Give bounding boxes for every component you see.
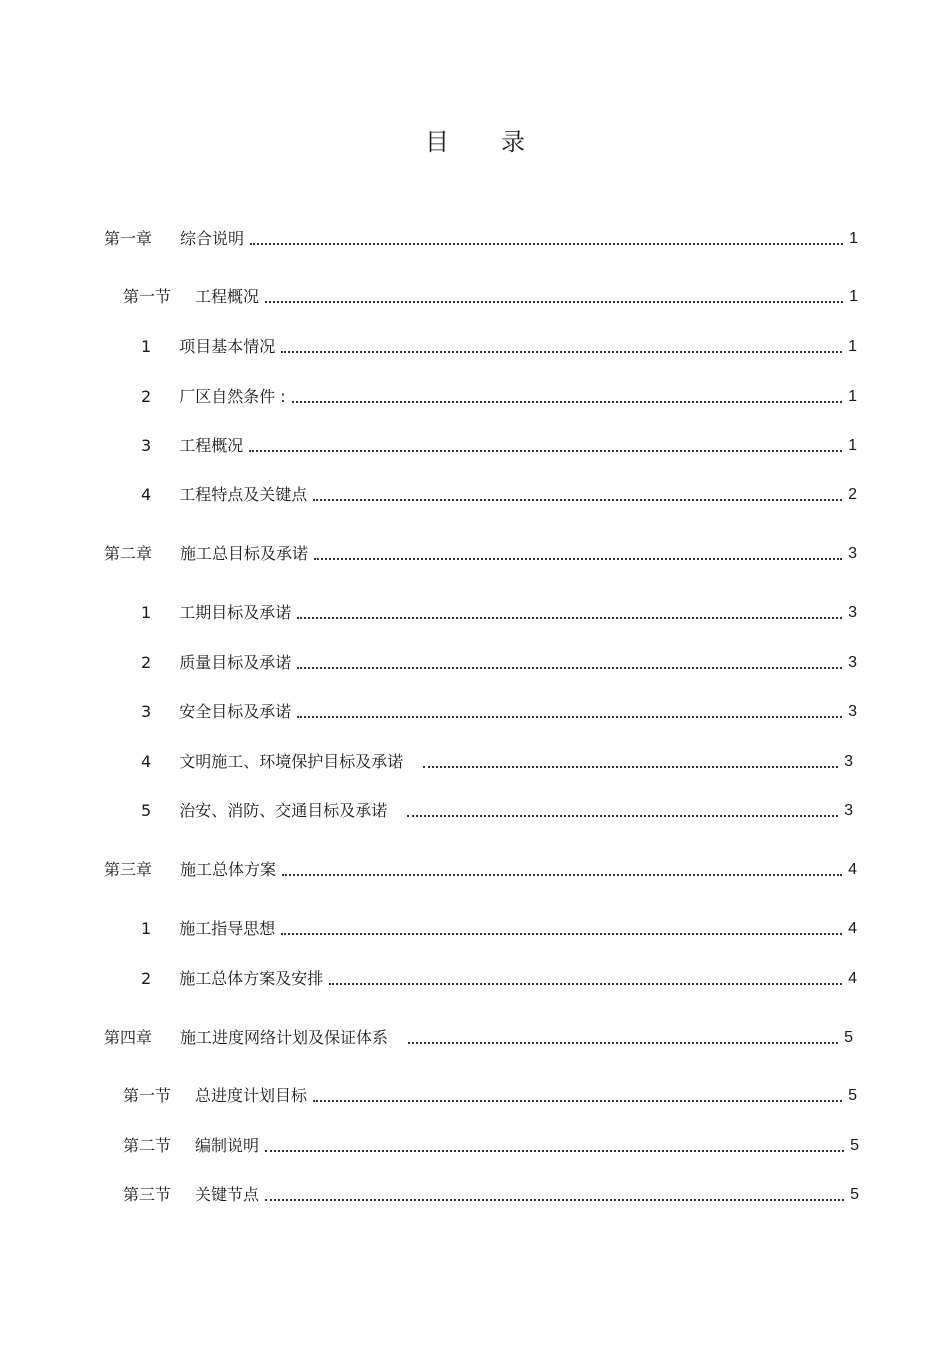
toc-section-number: 第一节 [123,1086,172,1105]
toc-item-title: 治安、消防、交通目标及承诺 [179,801,388,820]
toc-entry-section[interactable] [123,1134,859,1156]
toc-chapter-number: 第三章 [104,860,153,879]
toc-entry-item[interactable] [141,967,857,989]
toc-link-label[interactable] [123,1136,259,1156]
toc-dot-leader [249,450,842,452]
toc-page-number: 3 [848,654,857,671]
toc-entry-item[interactable] [141,750,853,772]
toc-link-label[interactable] [104,1028,402,1048]
toc-link-label[interactable] [141,436,243,456]
toc-item-number: 5 [141,801,152,820]
toc-item-number: 1 [141,603,152,622]
toc-item-title: 工期目标及承诺 [179,603,292,622]
toc-chapter-number: 第二章 [104,544,153,563]
toc-entry-section[interactable] [123,1084,857,1106]
toc-link-label[interactable] [104,544,308,564]
toc-section-number: 第三节 [123,1185,172,1204]
toc-link-label[interactable] [123,1185,259,1205]
toc-item-title: 安全目标及承诺 [179,702,292,721]
toc-item-number: 4 [141,752,152,771]
toc-page-number: 1 [848,437,857,454]
toc-page-number: 3 [848,545,857,562]
toc-link-label[interactable] [104,860,276,880]
toc-entry-chapter-4[interactable] [104,1026,853,1048]
toc-link-label[interactable] [141,752,417,772]
toc-item-number: 2 [141,387,152,406]
toc-dot-leader [423,766,838,768]
toc-entry-chapter-1[interactable] [104,227,858,249]
toc-entry-item[interactable] [141,700,857,722]
toc-page-number: 4 [848,861,857,878]
toc-section-title: 总进度计划目标 [195,1086,308,1105]
toc-page-number: 1 [849,230,858,247]
toc-item-title: 厂区自然条件 : [179,387,286,406]
toc-entry-item[interactable] [141,601,857,623]
toc-dot-leader [265,1150,844,1152]
toc-page-number: 3 [844,802,853,819]
toc-page-number: 4 [848,920,857,937]
toc-entry-chapter-2[interactable] [104,542,857,564]
toc-item-title: 施工指导思想 [179,919,276,938]
toc-link-label[interactable] [123,287,259,307]
toc-page-number: 5 [850,1186,859,1203]
toc-dot-leader [281,351,842,353]
toc-page-number: 3 [844,753,853,770]
toc-entry-item[interactable] [141,483,857,505]
toc-page-number: 5 [844,1029,853,1046]
toc-dot-leader [265,1199,844,1201]
toc-entry-chapter-3[interactable] [104,858,857,880]
toc-dot-leader [313,1100,842,1102]
toc-entry-item[interactable] [141,917,857,939]
toc-page-number: 3 [848,604,857,621]
toc-item-number: 3 [141,436,152,455]
toc-entry-item[interactable] [141,335,857,357]
toc-section-number: 第一节 [123,287,172,306]
toc-page-number: 1 [848,388,857,405]
title-char-right: 录 [501,128,525,156]
title-char-left: 目 [425,128,449,156]
toc-entry-item[interactable] [141,799,853,821]
toc-dot-leader [407,815,838,817]
toc-section-number: 第二节 [123,1136,172,1155]
toc-item-number: 1 [141,919,152,938]
toc-entry-section[interactable] [123,1183,859,1205]
toc-entry-item[interactable] [141,385,857,407]
toc-page-number: 4 [848,970,857,987]
page-title [0,122,950,157]
toc-link-label[interactable] [123,1086,307,1106]
toc-item-number: 1 [141,337,152,356]
toc-link-label[interactable] [141,919,275,939]
toc-dot-leader [265,301,843,303]
toc-chapter-number: 第四章 [104,1028,153,1047]
toc-section-title: 关键节点 [195,1185,260,1204]
toc-dot-leader [282,874,842,876]
toc-dot-leader [408,1042,838,1044]
toc-item-title: 工程概况 [179,436,244,455]
toc-page-number: 1 [848,338,857,355]
toc-dot-leader [281,933,842,935]
toc-item-number: 2 [141,969,152,988]
toc-dot-leader [297,667,842,669]
toc-item-number: 3 [141,702,152,721]
toc-page-number: 5 [850,1137,859,1154]
toc-dot-leader [313,499,842,501]
toc-entry-item[interactable] [141,434,857,456]
toc-chapter-title: 施工进度网络计划及保证体系 [180,1028,389,1047]
toc-chapter-title: 施工总体方案 [180,860,277,879]
toc-section-title: 编制说明 [195,1136,260,1155]
toc-dot-leader [329,983,842,985]
toc-page-number: 3 [848,703,857,720]
toc-link-label[interactable] [141,969,323,989]
toc-dot-leader [297,617,842,619]
toc-dot-leader [297,716,842,718]
toc-item-title: 项目基本情况 [179,337,276,356]
toc-item-title: 质量目标及承诺 [179,653,292,672]
toc-link-label[interactable] [141,485,307,505]
toc-page-number: 1 [849,288,858,305]
toc-link-label[interactable] [141,337,275,357]
toc-page-number: 5 [848,1087,857,1104]
toc-link-label[interactable] [141,801,401,821]
toc-dot-leader [314,558,842,560]
toc-link-label[interactable] [141,653,291,673]
toc-dot-leader [250,243,843,245]
toc-item-title: 工程特点及关键点 [179,485,308,504]
toc-item-number: 4 [141,485,152,504]
toc-item-number: 2 [141,653,152,672]
toc-item-title: 施工总体方案及安排 [179,969,324,988]
toc-section-title: 工程概况 [195,287,260,306]
toc-page-number: 2 [848,486,857,503]
toc-chapter-number: 第一章 [104,229,153,248]
toc-entry-section[interactable] [123,285,858,307]
toc-chapter-title: 综合说明 [180,229,245,248]
toc-entry-item[interactable] [141,651,857,673]
toc-chapter-title: 施工总目标及承诺 [180,544,309,563]
toc-dot-leader [292,401,842,403]
toc-item-title: 文明施工、环境保护目标及承诺 [179,752,404,771]
toc-link-label[interactable] [141,702,291,722]
toc-link-label[interactable] [141,387,286,407]
toc-link-label[interactable] [141,603,291,623]
